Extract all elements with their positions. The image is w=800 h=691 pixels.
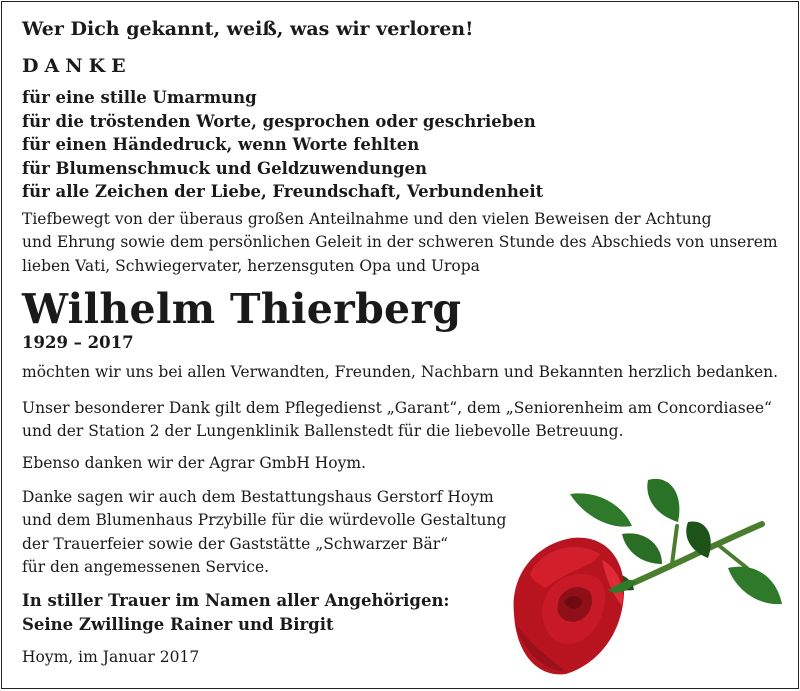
obituary-card bbox=[1, 1, 799, 689]
life-years: 1929 – 2017 bbox=[22, 333, 134, 352]
rose-leaf bbox=[622, 533, 662, 564]
intro-line: lieben Vati, Schwiegervater, herzensguten Opa und Uropa bbox=[22, 256, 480, 275]
thanks-line: für eine stille Umarmung bbox=[22, 88, 257, 107]
thanks-line: für alle Zeichen der Liebe, Freundschaft, Verbundenheit bbox=[22, 182, 544, 201]
special-thanks-paragraph bbox=[22, 397, 772, 444]
thanks-list bbox=[22, 86, 543, 204]
service-thanks-line: für den angemessenen Service. bbox=[22, 557, 270, 576]
signature bbox=[22, 589, 450, 636]
special-thanks-line: und der Station 2 der Lungenklinik Ballenstedt für die liebevolle Betreuung. bbox=[22, 422, 624, 441]
signature-line: In stiller Trauer im Namen aller Angehörigen: bbox=[22, 591, 450, 610]
thanks-line: für die tröstenden Worte, gesprochen oder geschrieben bbox=[22, 111, 536, 131]
service-thanks-line: und dem Blumenhaus Przybille für die würdevolle Gestaltung bbox=[22, 511, 507, 530]
rose-leaf bbox=[647, 479, 679, 522]
service-thanks-line: der Trauerfeier sowie der Gaststätte „Schwarzer Bär“ bbox=[22, 534, 449, 553]
thanks-paragraph: möchten wir uns bei allen Verwandten, Freunden, Nachbarn und Bekannten herzlich bedanken. bbox=[22, 363, 779, 381]
rose-image bbox=[502, 464, 792, 686]
intro-paragraph bbox=[22, 208, 778, 278]
thanks-line: für Blumenschmuck und Geldzuwendungen bbox=[22, 158, 427, 178]
service-thanks-line: Danke sagen wir auch dem Bestattungshaus Gerstorf Hoym bbox=[22, 488, 494, 506]
rose-bloom bbox=[514, 538, 625, 675]
service-thanks-paragraph bbox=[22, 486, 506, 579]
headline: Wer Dich gekannt, weiß, was wir verloren! bbox=[22, 18, 474, 40]
special-thanks-line: Unser besonderer Dank gilt dem Pflegedienst „Garant“, dem „Seniorenheim am Concordiasee“ bbox=[22, 399, 772, 417]
signature-line: Seine Zwillinge Rainer und Birgit bbox=[22, 614, 334, 634]
thanks-line: für einen Händedruck, wenn Worte fehlten bbox=[22, 135, 420, 154]
danke-heading: DANKE bbox=[22, 55, 132, 77]
rose-leaf bbox=[686, 521, 711, 558]
rose-leaf bbox=[728, 567, 782, 605]
agrar-thanks: Ebenso danken wir der Agrar GmbH Hoym. bbox=[22, 454, 366, 472]
intro-line: Tiefbewegt von der überaus großen Anteilnahme und den vielen Beweisen der Achtung bbox=[22, 210, 712, 228]
deceased-name: Wilhelm Thierberg bbox=[22, 285, 462, 333]
rose-leaf bbox=[570, 493, 632, 526]
place-date: Hoym, im Januar 2017 bbox=[22, 648, 200, 666]
intro-line: und Ehrung sowie dem persönlichen Geleit in der schweren Stunde des Abschieds von unserem bbox=[22, 233, 778, 252]
